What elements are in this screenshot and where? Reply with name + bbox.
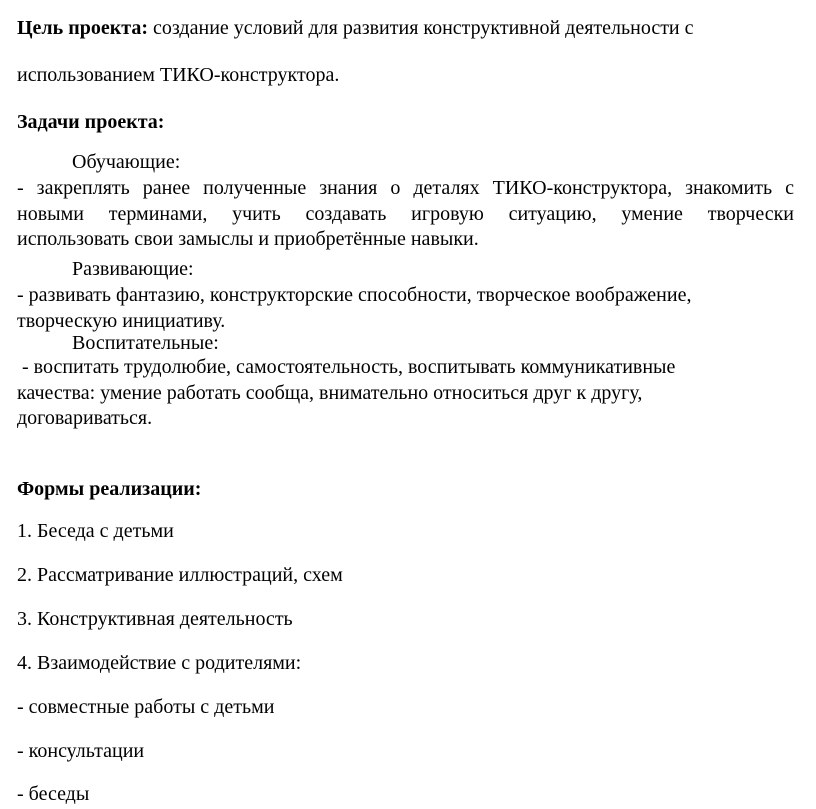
upbringing-line-2: качества: умение работать сообща, внимательно относиться друг к другу, [17, 382, 643, 404]
educational-line-1: - закреплять ранее полученные знания о деталях ТИКО-конструктора, знакомить с [17, 177, 794, 199]
educational-label: Обучающие: [72, 151, 181, 173]
tasks-heading: Задачи проекта: [17, 111, 165, 133]
forms-item-4: 4. Взаимодействие с родителями: [17, 652, 302, 674]
forms-item-3: 3. Конструктивная деятельность [17, 608, 293, 630]
upbringing-line-3: договариваться. [17, 407, 153, 429]
forms-item-5: - совместные работы с детьми [17, 696, 275, 718]
upbringing-line-1: - воспитать трудолюбие, самостоятельность, воспитывать коммуникативные [17, 356, 676, 378]
developmental-line-1: - развивать фантазию, конструкторские способности, творческое воображение, [17, 284, 692, 306]
educational-line-3: использовать свои замыслы и приобретённые навыки. [17, 228, 479, 250]
forms-item-7: - беседы [17, 783, 90, 805]
goal-line-2: использованием ТИКО-конструктора. [17, 64, 340, 86]
forms-item-1: 1. Беседа с детьми [17, 520, 174, 542]
forms-item-2: 2. Рассматривание иллюстраций, схем [17, 564, 343, 586]
educational-line-2: новыми терминами, учить создавать игровую ситуацию, умение творчески [17, 203, 794, 225]
upbringing-label: Воспитательные: [72, 332, 219, 354]
forms-item-6: - консультации [17, 740, 145, 762]
developmental-line-2: творческую инициативу. [17, 310, 226, 332]
goal-text-1: создание условий для развития конструктивной деятельности с [153, 17, 694, 39]
goal-line-1 [17, 16, 794, 40]
goal-label: Цель проекта: [17, 17, 149, 39]
developmental-label: Развивающие: [72, 258, 194, 280]
forms-heading: Формы реализации: [17, 478, 202, 500]
